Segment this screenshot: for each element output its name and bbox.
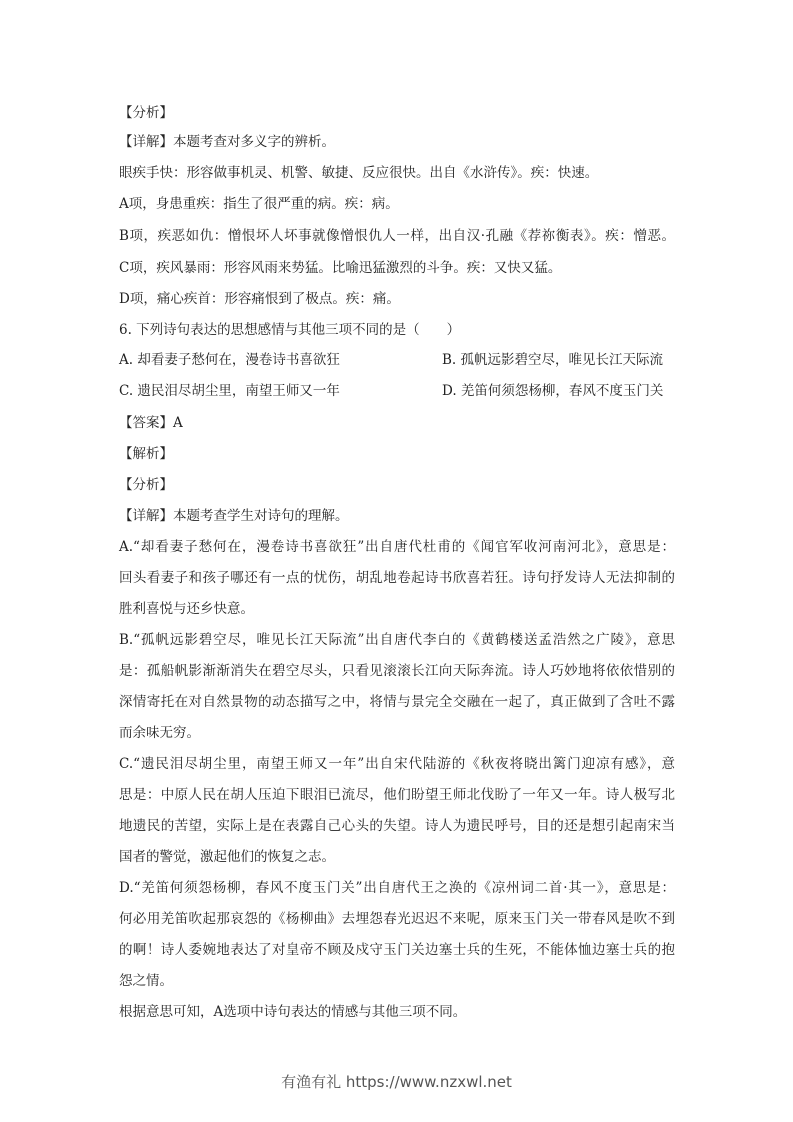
text-line: 的啊！诗人委婉地表达了对皇帝不顾及戍守玉门关边塞士兵的生死，不能体恤边塞士兵的抱 (119, 942, 675, 958)
text-line: 【分析】 (119, 105, 173, 121)
text-line: 【解析】 (119, 446, 173, 462)
text-line: 地遗民的苦望，实际上是在表露自己心头的失望。诗人为遗民呼号，目的还是想引起南宋当 (119, 818, 675, 834)
option-d: D. 羌笛何须怨杨柳，春风不度玉门关 (442, 383, 664, 399)
text-line: 【分析】 (119, 477, 173, 493)
text-line: 是：孤船帆影渐渐消失在碧空尽头，只看见滚滚长江向天际奔流。诗人巧妙地将依依惜别的 (119, 663, 675, 679)
text-line: 何必用羌笛吹起那哀怨的《杨柳曲》去埋怨春光迟迟不来呢，原来玉门关一带春风是吹不到 (119, 911, 675, 927)
text-line: 胜利喜悦与还乡快意。 (119, 601, 254, 617)
text-line: A项，身患重疾：指生了很严重的病。疾：病。 (119, 196, 399, 212)
text-line: B项，疾恶如仇：憎恨坏人坏事就像憎恨仇人一样，出自汉·孔融《荐祢衡表》。疾：憎恶。 (119, 228, 675, 244)
text-line: 思是：中原人民在胡人压迫下眼泪已流尽，他们盼望王师北伐盼了一年又一年。诗人极写北 (119, 787, 675, 803)
text-line: 怨之情。 (119, 973, 173, 989)
text-line: 而余味无穷。 (119, 725, 200, 741)
text-line: 【详解】本题考查学生对诗句的理解。 (119, 508, 349, 524)
text-line: 眼疾手快：形容做事机灵、机警、敏捷、反应很快。出自《水浒传》。疾：快速。 (119, 165, 599, 181)
text-line: 6. 下列诗句表达的思想感情与其他三项不同的是（ ） (119, 322, 461, 338)
text-line: 【答案】A (119, 415, 183, 431)
text-line: 根据意思可知，A选项中诗句表达的情感与其他三项不同。 (119, 1004, 467, 1020)
text-line: B.“孤帆远影碧空尽，唯见长江天际流”出自唐代李白的《黄鹤楼送孟浩然之广陵》，意思 (119, 632, 675, 648)
text-line: 深情寄托在对自然景物的动态描写之中，将情与景完全交融在一起了，真正做到了含吐不露 (119, 694, 675, 710)
text-line: 回头看妻子和孩子哪还有一点的忧伤，胡乱地卷起诗书欣喜若狂。诗句抒发诗人无法抑制的 (119, 570, 675, 586)
text-line: A.“却看妻子愁何在，漫卷诗书喜欲狂”出自唐代杜甫的《闻官军收河南河北》，意思是： (119, 539, 675, 555)
option-c: C. 遗民泪尽胡尘里，南望王师又一年 (119, 383, 340, 399)
text-line: D项，痛心疾首：形容痛恨到了极点。疾：痛。 (119, 291, 400, 307)
text-line: 国者的警觉，激起他们的恢复之志。 (119, 849, 335, 865)
text-line: C项，疾风暴雨：形容风雨来势猛。比喻迅猛激烈的斗争。疾：又快又猛。 (119, 260, 562, 276)
text-line: 【详解】本题考查对多义字的辨析。 (119, 134, 335, 150)
text-line: D.“羌笛何须怨杨柳，春风不度玉门关”出自唐代王之涣的《凉州词二首·其一》，意思是： (119, 880, 675, 896)
text-line: C.“遗民泪尽胡尘里，南望王师又一年”出自宋代陆游的《秋夜将晓出篱门迎凉有感》，意 (119, 756, 675, 772)
option-b: B. 孤帆远影碧空尽，唯见长江天际流 (442, 352, 664, 368)
option-a: A. 却看妻子愁何在，漫卷诗书喜欲狂 (119, 352, 340, 368)
footer-watermark: 有渔有礼 https://www.nzxwl.net (281, 1073, 512, 1091)
